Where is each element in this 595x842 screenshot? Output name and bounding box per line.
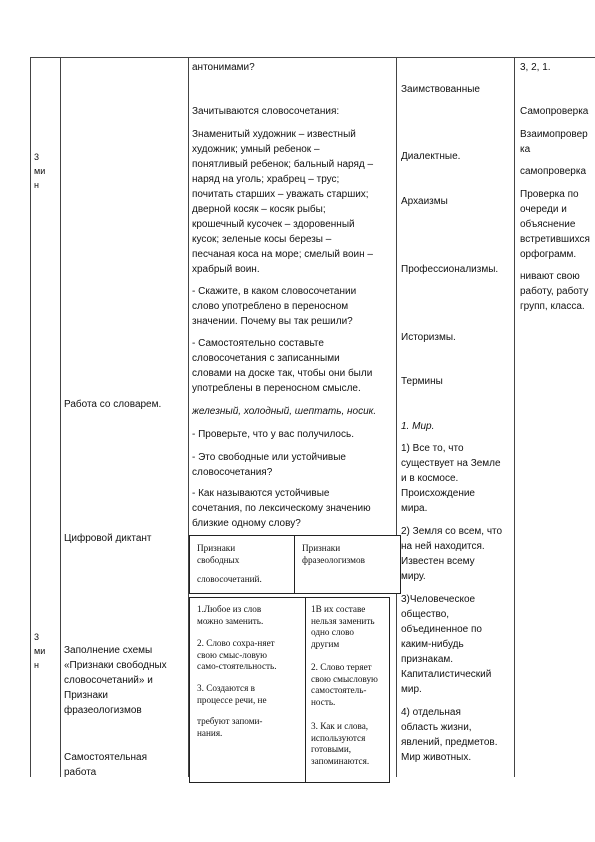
scheme-phraseo-sign-2: 2. Слово теряет свою смысловую самостоятель- ность. [311, 662, 378, 707]
control-self-check-2: самопроверка [520, 166, 587, 177]
time-label-bottom: 3 ми н [34, 632, 46, 670]
word-borrowed: Заимствованные [401, 84, 480, 95]
table-top-border [30, 57, 595, 58]
scheme-phraseo-sign-1: 1В их составе нельзя заменить одно слово другим [311, 604, 375, 649]
teacher-question-free-or-stable: - Это свободные или устойчивые словосочетания? [192, 452, 346, 478]
time-label-top: 3 ми н [34, 152, 46, 190]
control-mutual-check: Взаимопровер ка [520, 129, 588, 155]
teacher-text-read-phrases: Зачитываются словосочетания: [192, 106, 340, 117]
word-terms: Термины [401, 376, 443, 387]
stage-digital-dictation: Цифровой диктант [64, 533, 152, 544]
definition-world-4: 4) отдельная область жизни, явлений, предметов. Мир животных. [401, 707, 498, 763]
word-professionalisms: Профессионализмы. [401, 264, 499, 275]
table-left-border [30, 57, 31, 777]
control-spelling-check: Проверка по очереди и объяснение встретившихся орфограмм. [520, 189, 590, 260]
definition-world-2: 2) Земля со всем, что на ней находится. Известен всему миру. [401, 526, 503, 582]
scheme-free-sign-2: 2. Слово сохра-няет свою смыс-ловую само-стоятельность. [197, 638, 277, 671]
definition-world-1: 1) Все то, что существует на Земле и в космосе. Происхождение мира. [401, 443, 501, 514]
scheme-header-left-subtitle: словосочетаний. [197, 574, 262, 584]
word-dialect: Диалектные. [401, 151, 461, 162]
scheme-free-sign-1: 1.Любое из слов можно заменить. [197, 604, 264, 626]
teacher-question-figurative: - Скажите, в каком словосочетании слово употреблено в переносном значении. Почему вы так решили? [192, 286, 357, 327]
teacher-text-phrase-list: Знаменитый художник – известный художник; умный ребенок – понятливый ребенок; бальный наряд – наряд на уголь; храбрец – трус; почитать старших – уважать старших; дверной косяк – косяк рыбы; крошечный кусочек – здоровенный кусок; зеленые косы березы – песчаная коса на море; смелый воин – храбрый воин. [192, 129, 374, 275]
stage-fill-scheme: Заполнение схемы «Признаки свободных словосочетаний» и Признаки фразеологизмов [64, 645, 167, 716]
scheme-header-left-title: Признаки свободных [197, 543, 240, 565]
teacher-task-compose: - Самостоятельно составьте словосочетания с записанными словами на доске так, чтобы они были употреблены в переносном смысле. [192, 338, 373, 394]
col-divider-1 [60, 57, 61, 777]
teacher-check: - Проверьте, что у вас получилось. [192, 429, 354, 440]
stage-vocab-work: Работа со словарем. [64, 399, 162, 410]
control-evaluation: нивают свою работу, работу групп, класса. [520, 271, 589, 312]
scheme-header-right-title: Признаки фразеологизмов [302, 543, 365, 565]
definition-world-3: 3)Человеческое общество, объединенное по каким-нибудь признакам. Капиталистический мир. [401, 594, 492, 695]
control-self-check: Самопроверка [520, 106, 589, 117]
teacher-text-antonyms: антонимами? [192, 62, 255, 73]
scheme-free-sign-4: требуют запоми- нания. [197, 716, 263, 738]
teacher-question-phraseologisms: - Как называются устойчивые сочетания, по лексическому значению близкие одному слову? [192, 488, 371, 529]
teacher-word-list: железный, холодный, шептать, носик. [192, 406, 377, 417]
scheme-phraseo-sign-3: 3. Как и слова, используются готовыми, запоминаются. [311, 721, 370, 766]
control-answer: 3, 2, 1. [520, 62, 551, 73]
word-historisms: Историзмы. [401, 332, 456, 343]
word-archaisms: Архаизмы [401, 196, 448, 207]
stage-independent-work: Самостоятельная работа [64, 752, 148, 778]
scheme-free-sign-3: 3. Создаются в процессе речи, не [197, 683, 267, 705]
definition-world-title: 1. Мир. [401, 421, 435, 432]
